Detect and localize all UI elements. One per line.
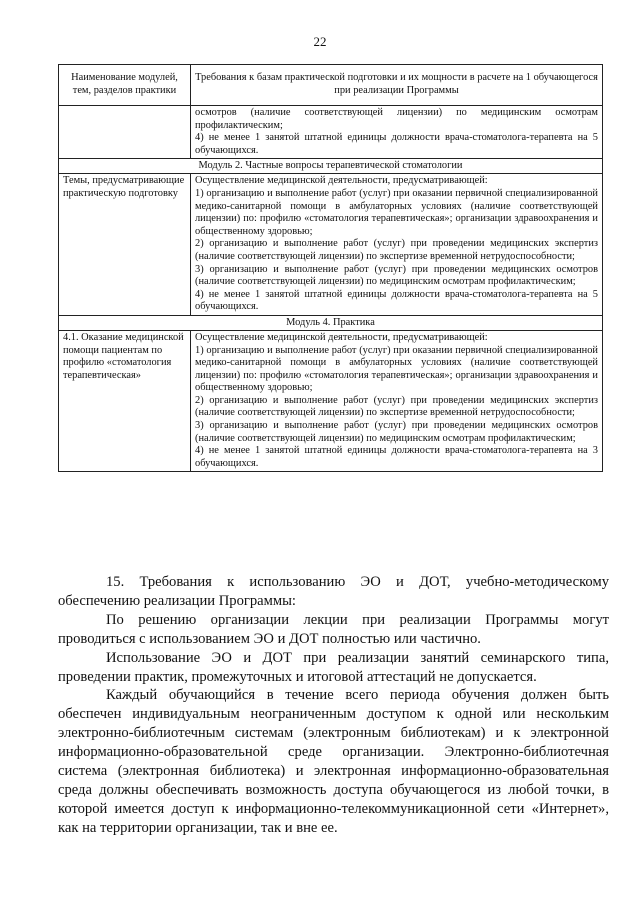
requirement-item: 4) не менее 1 занятой штатной единицы должности врача-стоматолога-терапевта на 5 обучающихся. xyxy=(195,288,598,313)
body-paragraph: Использование ЭО и ДОТ при реализации занятий семинарского типа, проведении практик, промежуточных и итоговой аттестаций не допускается. xyxy=(58,649,609,685)
table-row xyxy=(59,106,603,159)
page-number: 22 xyxy=(313,34,327,49)
table-header-row xyxy=(59,65,603,106)
requirement-item: 2) организацию и выполнение работ (услуг) при проведении медицинских экспертиз (наличие соответствующей лицензии) по экспертизе временной нетрудоспособности; xyxy=(195,238,598,262)
body-paragraph: По решению организации лекции при реализации Программы могут проводиться с использованием ЭО и ДОТ полностью или частично. xyxy=(58,611,609,647)
requirement-item: Осуществление медицинской деятельности, предусматривающей: xyxy=(195,331,488,343)
module-title-row xyxy=(59,159,603,174)
requirements-table xyxy=(58,64,603,472)
module4-title: Модуль 4. Практика xyxy=(59,315,603,330)
requirement-item: 1) организацию и выполнение работ (услуг) при оказании первичной специализированной медико-санитарной помощи в амбулаторных условиях (наличие соответствующей лицензии) по: профилю «стоматология терапевтическая»; организации здравоохранения и общественному здоровью; xyxy=(195,187,598,237)
requirement-item: осмотров (наличие соответствующей лицензии) по медицинским осмотрам профилактическим; xyxy=(195,107,598,131)
header-modules-column: Наименование модулей, тем, разделов практики xyxy=(59,65,191,106)
requirement-item: 4) не менее 1 занятой штатной единицы должности врача-стоматолога-терапевта на 3 обучающихся. xyxy=(195,445,598,469)
section-heading: 15. Требования к использованию ЭО и ДОТ, учебно-методическому обеспечению реализации Программы: xyxy=(58,574,609,609)
requirement-item: Осуществление медицинской деятельности, предусматривающей: xyxy=(195,175,488,187)
module2-requirements-cell xyxy=(191,174,603,316)
requirement-item: 3) организацию и выполнение работ (услуг) при проведении медицинских осмотров (наличие соответствующей лицензии) по медицинским осмотрам профилактическим; xyxy=(195,263,598,288)
requirement-item: 3) организацию и выполнение работ (услуг) при проведении медицинских осмотров (наличие соответствующей лицензии) по медицинским осмотрам профилактическим; xyxy=(195,420,598,444)
body-paragraph: Каждый обучающийся в течение всего периода обучения должен быть обеспечен индивидуальным неограниченным доступом к одной или нескольким электронно-библиотечным системам (электронным библиотекам) и к электронной информационно-образовательной среде организации. Электронно-библиотечная система (электронная библиотека) и электронная информационно-образовательная среда должны обеспечивать возможность доступа обучающегося из любой точки, в которой имеется доступ к информационно-телекоммуникационной сети «Интернет», как на территории организации, так и вне ее. xyxy=(58,687,609,836)
continuation-requirements-cell xyxy=(191,106,603,159)
continuation-topic-cell xyxy=(59,106,191,159)
requirement-item: 2) организацию и выполнение работ (услуг) при проведении медицинских экспертиз (наличие соответствующей лицензии) по экспертизе временной нетрудоспособности; xyxy=(195,394,598,419)
module4-requirements-cell xyxy=(191,330,603,472)
header-requirements-column: Требования к базам практической подготовки и их мощности в расчете на 1 обучающегося при реализации Программы xyxy=(191,65,603,106)
requirement-item: 4) не менее 1 занятой штатной единицы должности врача-стоматолога-терапевта на 5 обучающихся. xyxy=(195,132,598,156)
table-row xyxy=(59,330,603,472)
module2-topic-cell: Темы, предусматривающие практическую подготовку xyxy=(59,174,191,316)
requirement-item: 1) организацию и выполнение работ (услуг) при оказании первичной специализированной медико-санитарной помощи в амбулаторных условиях (наличие соответствующей лицензии) по: профилю «стоматология терапевтическая»; организации здравоохранения и общественному здоровью; xyxy=(195,344,598,394)
module4-topic-cell: 4.1. Оказание медицинской помощи пациентам по профилю «стоматология терапевтическая» xyxy=(59,330,191,472)
module2-title: Модуль 2. Частные вопросы терапевтической стоматологии xyxy=(59,159,603,174)
body-text xyxy=(58,573,609,838)
table-row xyxy=(59,174,603,316)
module-title-row xyxy=(59,315,603,330)
